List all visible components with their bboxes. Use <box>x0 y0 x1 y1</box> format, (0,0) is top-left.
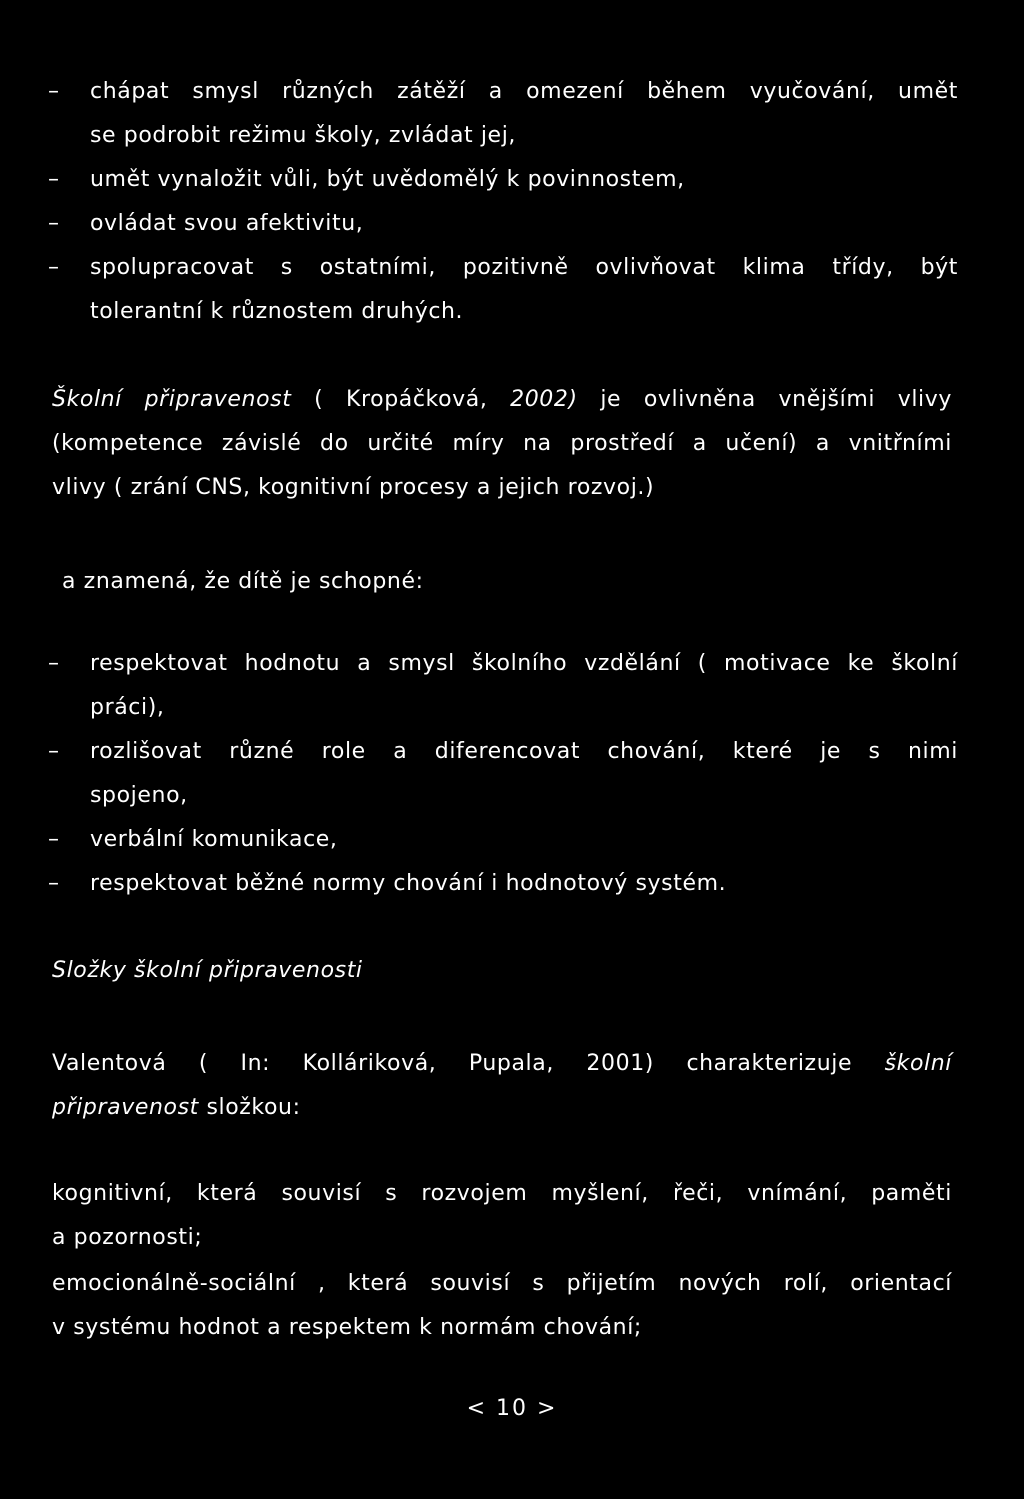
paragraph-line: kognitivní, která souvisí s rozvojem myšlení, řeči, vnímání, paměti <box>52 1181 952 1206</box>
list-item-text <box>90 730 958 818</box>
list-item <box>48 862 958 906</box>
citation-year: 2002) <box>510 387 578 412</box>
list-item-text <box>90 70 958 158</box>
list-dash: – <box>48 871 60 896</box>
paragraph-line <box>52 378 952 422</box>
list-item-text <box>90 202 958 246</box>
paragraph-text: Valentová ( In: Kolláriková, Pupala, 2001) charakterizuje <box>52 1051 853 1076</box>
list-item-line: respektovat hodnotu a smysl školního vzdělání ( motivace ke školní <box>90 651 958 676</box>
list-dash: – <box>48 255 60 280</box>
list-dash: – <box>48 167 60 192</box>
term-school-readiness: Školní připravenost <box>52 387 292 412</box>
list-item-text <box>90 862 958 906</box>
list-item-text <box>90 158 958 202</box>
list-item-line: ovládat svou afektivitu, <box>90 211 364 236</box>
list-item <box>48 70 958 158</box>
list-item <box>48 642 958 730</box>
paragraph-text: je ovlivněna vnějšími vlivy <box>577 387 952 412</box>
list-item-line: respektovat běžné normy chování i hodnotový systém. <box>90 871 727 896</box>
component-paragraph <box>52 1262 952 1350</box>
list-item-line: tolerantní k různostem druhých. <box>90 299 464 324</box>
intro-line: a znamená, že dítě je schopné: <box>62 569 424 594</box>
citation-open: ( Kropáčková, <box>291 387 511 412</box>
list-item-line: verbální komunikace, <box>90 827 338 852</box>
paragraph-line <box>52 1086 952 1130</box>
page-number: < 10 > <box>466 1396 558 1421</box>
list-item-line: práci), <box>90 695 165 720</box>
term-readiness: připravenost <box>52 1095 199 1120</box>
list-dash: – <box>48 651 60 676</box>
paragraph-text: složkou: <box>198 1095 301 1120</box>
list-item <box>48 202 958 246</box>
paragraph-line: (kompetence závislé do určité míry na prostředí a učení) a vnitřními <box>52 431 952 456</box>
list-item-line: chápat smysl různých zátěží a omezení během vyučování, umět <box>90 79 958 104</box>
list-item-line: spolupracovat s ostatními, pozitivně ovlivňovat klima třídy, být <box>90 255 958 280</box>
list-item <box>48 246 958 334</box>
list-item-line: spojeno, <box>90 783 188 808</box>
paragraph-line: emocionálně-sociální , která souvisí s přijetím nových rolí, orientací <box>52 1271 952 1296</box>
paragraph-line: v systému hodnot a respektem k normám chování; <box>52 1315 642 1340</box>
list-item-line: umět vynaložit vůli, být uvědomělý k povinnostem, <box>90 167 685 192</box>
readiness-paragraph <box>52 378 952 510</box>
list-dash: – <box>48 211 60 236</box>
list-item <box>48 158 958 202</box>
list-item-text <box>90 818 958 862</box>
section-heading: Složky školní připravenosti <box>52 958 363 983</box>
list-item-text <box>90 246 958 334</box>
list-item <box>48 818 958 862</box>
component-paragraph <box>52 1172 952 1260</box>
paragraph-line <box>52 1042 952 1086</box>
term-school: školní <box>884 1051 953 1076</box>
list-item-line: rozlišovat různé role a diferencovat chování, které je s nimi <box>90 739 958 764</box>
paragraph-line: a pozornosti; <box>52 1225 203 1250</box>
valentova-paragraph <box>52 1042 952 1130</box>
list-item-line: se podrobit režimu školy, zvládat jej, <box>90 123 516 148</box>
list-dash: – <box>48 79 60 104</box>
list-item-text <box>90 642 958 730</box>
list-item <box>48 730 958 818</box>
list-dash: – <box>48 739 60 764</box>
list-dash: – <box>48 827 60 852</box>
paragraph-line: vlivy ( zrání CNS, kognitivní procesy a jejich rozvoj.) <box>52 475 655 500</box>
